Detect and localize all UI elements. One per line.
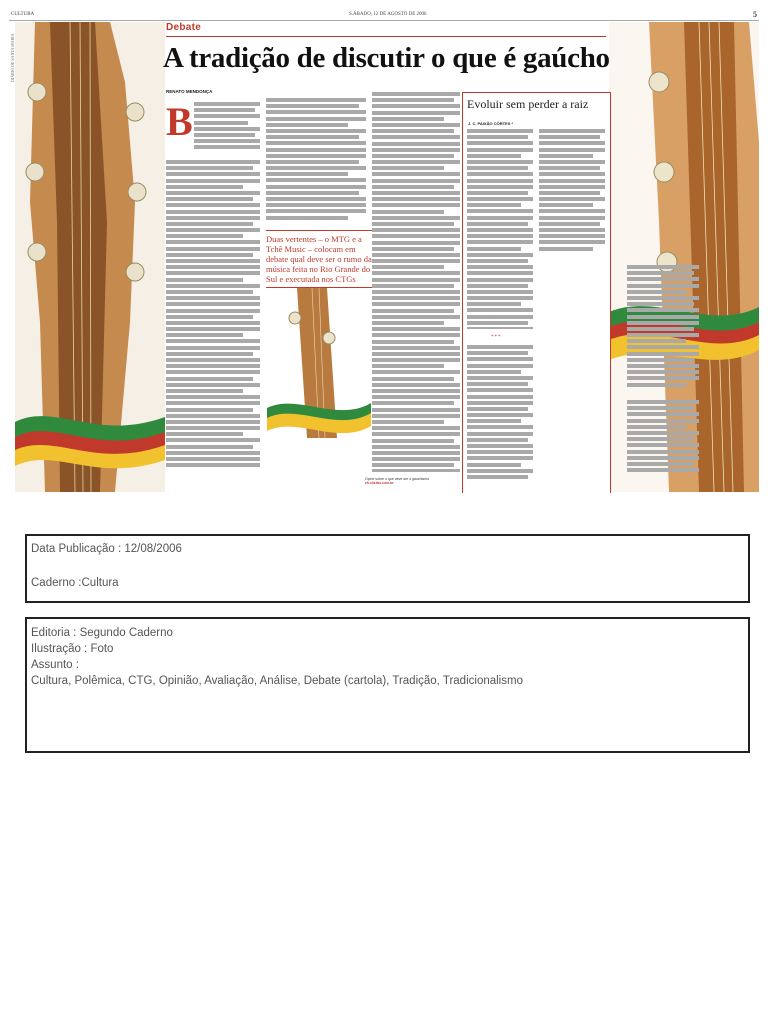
sidebar-byline: J. C. PAIXÃO CÔRTES *	[468, 121, 514, 126]
article-headline: A tradição de discutir o que é gaúcho	[163, 42, 610, 74]
web-promo-url: zh.clicrbs.com.br	[365, 481, 394, 485]
sidebar-title: Evoluir sem perder a raiz	[467, 97, 589, 111]
guitar-headstock-left-illustration	[15, 22, 165, 492]
sidebar-section-stars: ***	[491, 335, 502, 340]
sidebar-column-1	[467, 129, 533, 329]
kicker-rule	[166, 36, 606, 37]
drop-cap: B	[166, 99, 193, 144]
page-number: 5	[753, 10, 757, 19]
record-box-details	[25, 617, 750, 753]
article-byline: RENATO MENDONÇA	[166, 89, 213, 94]
newspaper-page	[9, 10, 759, 493]
body-column-1	[166, 160, 260, 490]
sidebar-box	[462, 92, 611, 493]
web-promo	[365, 477, 457, 491]
strip-label: DIÁRIO DE SANTA MARIA	[10, 33, 15, 82]
sidebar-column-1-lower	[467, 345, 533, 485]
illustration-field: Ilustração : Foto	[31, 643, 114, 655]
editoria-field: Editoria : Segundo Caderno	[31, 627, 173, 639]
subject-label: Assunto :	[31, 659, 79, 671]
body-column-2-top	[266, 98, 366, 228]
guitar-photo-inline	[267, 288, 371, 438]
subject-list: Cultura, Polêmica, CTG, Opinião, Avaliação, Análise, Debate (cartola), Tradição, Tradicionalismo	[31, 675, 523, 687]
section-label: CULTURA	[11, 12, 35, 17]
date-line: S.ÁBADO, 12 DE AGOSTO DE 2006	[349, 12, 427, 17]
web-promo-text: Opine sobre o que deve ser o gauchismo	[365, 477, 430, 481]
sidebar-column-2	[539, 129, 605, 259]
body-column-right-lower	[627, 400, 699, 480]
body-column-3	[372, 92, 460, 472]
section-field: Caderno :Cultura	[31, 577, 119, 589]
record-box-date	[25, 534, 750, 603]
body-column-1-top	[194, 102, 260, 162]
publication-date: Data Publicação : 12/08/2006	[31, 543, 182, 555]
pull-quote: Duas vertentes – o MTG e a Tchê Music – colocam em debate qual deve ser o rumo da música feita no Rio Grande do Sul e executada nos CTGs	[266, 230, 372, 288]
running-header	[9, 10, 759, 21]
article-kicker: Debate	[166, 22, 202, 33]
body-column-right	[627, 265, 699, 395]
